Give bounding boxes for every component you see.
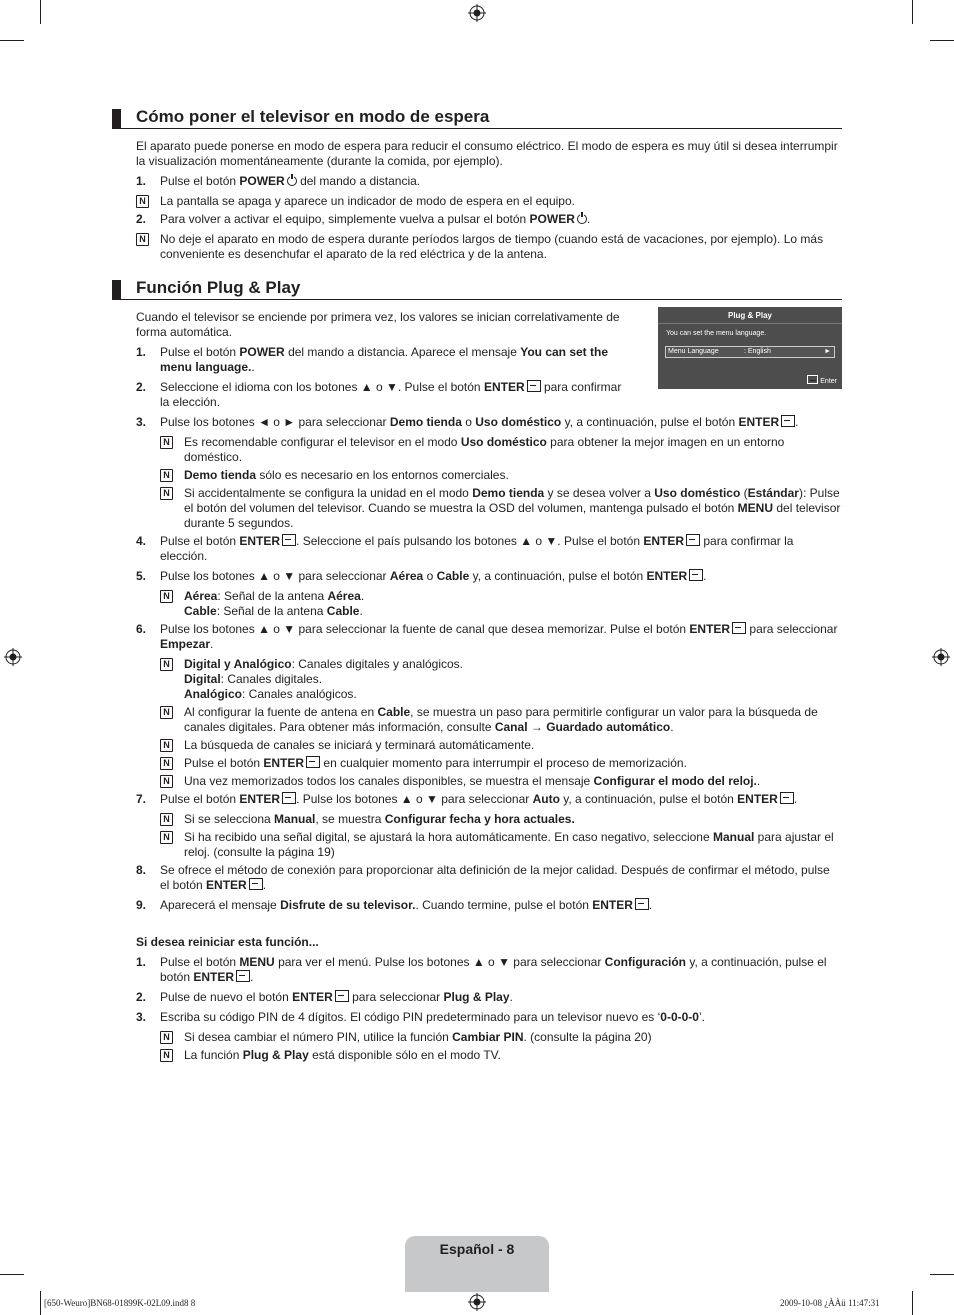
note-icon: N [160,775,173,788]
note-item: N Si se selecciona Manual, se muestra Configurar fecha y hora actuales. [160,812,842,827]
note-icon: N [160,739,173,752]
step-item: 1. Pulse el botón POWER del mando a distancia. [136,174,421,188]
print-slug-right: 2009-10-08 ¿ÀÀü 11:47:31 [780,1298,880,1308]
registration-mark-icon [468,1293,486,1311]
note-item: N Al configurar la fuente de antena en Cable, se muestra un paso para permitirle configurar un valor para la búsqueda de canales digitales. Para obtener más información, consulte Canal → Guardado automático. [160,705,842,735]
enter-icon [635,898,649,910]
page-footer-tab [405,1236,549,1292]
note-icon: N [136,233,149,246]
enter-icon [732,622,746,634]
note-item: N Aérea: Señal de la antena Aérea. Cable: Señal de la antena Cable. [160,589,842,619]
page-number: Español - 8 [439,1241,515,1257]
enter-icon [807,375,818,384]
note-item: N Si desea cambiar el número PIN, utilice la función Cambiar PIN. (consulte la página 20) [160,1030,842,1045]
step-item: 9. Aparecerá el mensaje Disfrute de su televisor.. Cuando termine, pulse el botón ENTER . [136,898,653,912]
intro-text: El aparato puede ponerse en modo de espera para reducir el consumo eléctrico. El modo de espera es muy útil si desea interrumpir la visualización momentáneamente (durante la comida, por ejemplo). [136,139,838,168]
step-item: 2. Pulse de nuevo el botón ENTER para seleccionar Plug & Play. [136,990,513,1004]
note-item: N Pulse el botón ENTER en cualquier momento para interrumpir el proceso de memorización. [160,756,842,771]
enter-icon [249,878,263,890]
note-icon: N [160,757,173,770]
enter-icon [306,756,320,768]
section-heading [112,104,842,129]
note-icon: N [160,1049,173,1062]
note-icon: N [136,195,149,208]
osd-menu-language-row: Menu Language : English ► [665,346,835,358]
crop-mark [40,0,41,24]
step-item: 6. Pulse los botones ▲ o ▼ para seleccionar la fuente de canal que desea memorizar. Pulse el botón ENTER para seleccionar Empezar. [136,622,838,651]
step-item: 2. Para volver a activar el equipo, simplemente vuelva a pulsar el botón POWER . [136,212,591,226]
registration-mark-icon [4,648,22,666]
step-item: 3. Escriba su código PIN de 4 dígitos. El código PIN predeterminado para un televisor nuevo es ‘0-0-0-0’. [136,1010,705,1024]
section-heading [112,275,842,300]
enter-icon [781,415,795,427]
step-item: 4. Pulse el botón ENTER . Seleccione el país pulsando los botones ▲ o ▼. Pulse el botón ENTER para confirmar la elección. [136,534,794,563]
note-item: N La búsqueda de canales se iniciará y terminará automáticamente. [160,738,842,753]
crop-mark [912,1291,913,1315]
enter-icon [689,569,703,581]
enter-icon [282,792,296,804]
osd-plug-play-screen [658,307,842,389]
enter-icon [686,534,700,546]
crop-mark [0,40,24,41]
osd-message: You can set the menu language. [666,330,767,337]
step-item: 1. Pulse el botón POWER del mando a distancia. Aparece el mensaje You can set the menu language.. [136,345,609,374]
note-icon: N [160,436,173,449]
note-item: N La pantalla se apaga y aparece un indicador de modo de espera en el equipo. [136,194,842,209]
enter-icon [780,792,794,804]
enter-icon [282,534,296,546]
note-icon: N [160,590,173,603]
osd-title: Plug & Play [658,307,842,324]
note-item: N Demo tienda sólo es necesario en los entornos comerciales. [160,468,842,483]
crop-mark [930,1274,954,1275]
intro-text: Cuando el televisor se enciende por primera vez, los valores se inician correlativamente de forma automática. [136,310,620,339]
registration-mark-icon [468,4,486,22]
note-icon: N [160,487,173,500]
note-item: N Si ha recibido una señal digital, se ajustará la hora automáticamente. En caso negativo, seleccione Manual para ajustar el reloj. (consulte la página 19) [160,830,842,860]
registration-mark-icon [932,648,950,666]
step-item: 2. Seleccione el idioma con los botones ▲ o ▼. Pulse el botón ENTER para confirmar la elección. [136,380,622,409]
note-item: N Digital y Analógico: Canales digitales y analógicos. Digital: Canales digitales. Analógico: Canales analógicos. [160,657,842,702]
arrow-right-icon: ► [824,348,831,355]
note-icon: N [160,813,173,826]
step-item: 7. Pulse el botón ENTER . Pulse los botones ▲ o ▼ para seleccionar Auto y, a continuación, pulse el botón ENTER . [136,792,798,806]
crop-mark [40,1291,41,1315]
step-item: 1. Pulse el botón MENU para ver el menú. Pulse los botones ▲ o ▼ para seleccionar Configuración y, a continuación, pulse el botón ENTER . [136,955,827,984]
section-title: Cómo poner el televisor en modo de espera [136,107,490,126]
enter-icon [335,990,349,1002]
note-item: N Si accidentalmente se configura la unidad en el modo Demo tienda y se desea volver a Uso doméstico (Estándar): Pulse el botón del volumen del televisor. Cuando se muestra la OSD del volumen, mantenga pulsado el botón MENU del televisor durante 5 segundos. [160,486,842,531]
enter-icon [527,380,541,392]
page-content [112,104,842,1066]
crop-mark [912,0,913,24]
osd-enter-hint: Enter [805,375,837,386]
note-icon: N [160,1031,173,1044]
step-item: 8. Se ofrece el método de conexión para proporcionar alta definición de la mejor calidad. Después de confirmar el método, pulse el botón ENTER . [136,863,830,892]
note-item: N Es recomendable configurar el televisor en el modo Uso doméstico para obtener la mejor imagen en un entorno doméstico. [160,435,842,465]
power-icon [287,176,297,186]
enter-icon [236,970,250,982]
print-slug-left: [650-Weuro]BN68-01899K-02L09.ind8 8 [44,1298,196,1308]
subheading: Si desea reiniciar esta función... [136,935,319,949]
step-item: 5. Pulse los botones ▲ o ▼ para seleccionar Aérea o Cable y, a continuación, pulse el botón ENTER . [136,569,707,583]
note-icon: N [160,658,173,671]
note-icon: N [160,831,173,844]
note-icon: N [160,706,173,719]
crop-mark [930,40,954,41]
note-item: N No deje el aparato en modo de espera durante períodos largos de tiempo (cuando está de vacaciones, por ejemplo). Lo más conveniente es desenchufar el aparato de la red eléctrica y de la antena. [136,232,842,262]
step-item: 3. Pulse los botones ◄ o ► para seleccionar Demo tienda o Uso doméstico y, a continuación, pulse el botón ENTER . [136,415,799,429]
section-title: Función Plug & Play [136,278,301,297]
power-icon [577,214,587,224]
note-icon: N [160,469,173,482]
note-item: N Una vez memorizados todos los canales disponibles, se muestra el mensaje Configurar el modo del reloj.. [160,774,842,789]
note-item: N La función Plug & Play está disponible sólo en el modo TV. [160,1048,842,1063]
crop-mark [0,1274,24,1275]
